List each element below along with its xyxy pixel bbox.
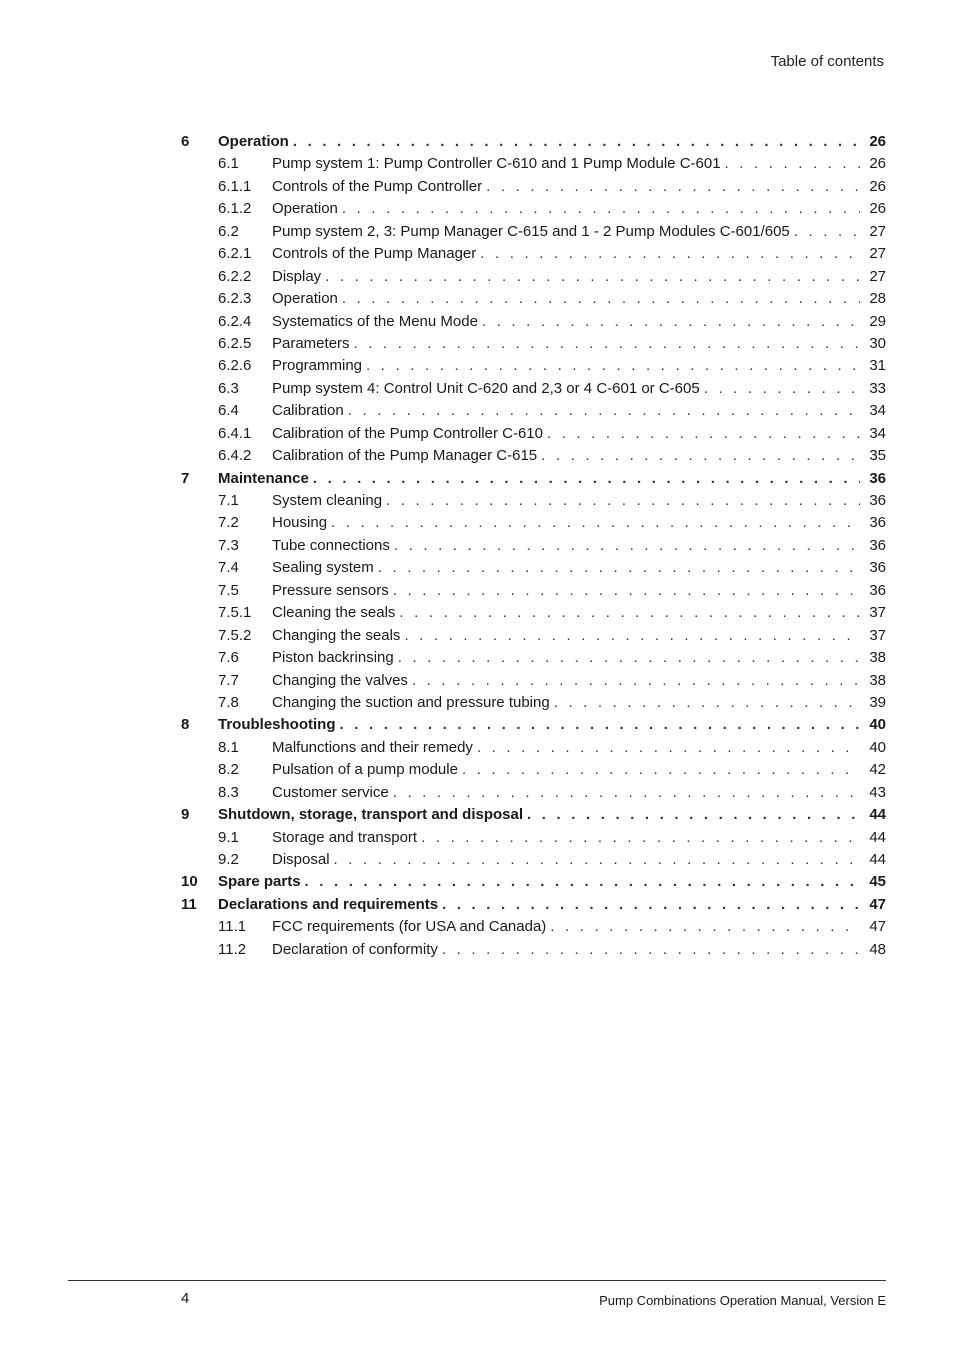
- toc-entry-title: Pulsation of a pump module: [272, 759, 462, 781]
- toc-dot-leader: [725, 153, 860, 175]
- toc-section-entry[interactable]: [181, 198, 886, 220]
- toc-section-entry[interactable]: [181, 580, 886, 602]
- toc-entry-title: Programming: [272, 355, 366, 377]
- toc-section-entry[interactable]: [181, 647, 886, 669]
- toc-dot-leader: [393, 580, 860, 602]
- toc-dot-leader: [486, 176, 860, 198]
- toc-entry-title: Calibration of the Pump Manager C-615: [272, 445, 541, 467]
- toc-entry-page: 29: [869, 312, 886, 330]
- toc-entry-title: Malfunctions and their remedy: [272, 737, 477, 759]
- toc-entry-number: 6.4.1: [218, 424, 252, 442]
- toc-entry-title: Controls of the Pump Controller: [272, 176, 486, 198]
- toc-entry-page: 34: [869, 424, 886, 442]
- toc-section-entry[interactable]: [181, 849, 886, 871]
- toc-entry-title: Disposal: [272, 849, 334, 871]
- toc-entry-number: 7: [181, 469, 190, 487]
- toc-entry-number: 6.1.1: [218, 177, 252, 195]
- toc-dot-leader: [399, 602, 860, 624]
- toc-section-entry[interactable]: [181, 176, 886, 198]
- toc-section-entry[interactable]: [181, 670, 886, 692]
- toc-chapter-entry[interactable]: [181, 131, 886, 153]
- toc-entry-number: 6.2.6: [218, 357, 252, 375]
- toc-entry-number: 6.2.4: [218, 312, 252, 330]
- toc-section-entry[interactable]: [181, 827, 886, 849]
- toc-dot-leader: [404, 625, 860, 647]
- running-header: Table of contents: [770, 53, 884, 70]
- toc-entry-title: Shutdown, storage, transport and disposal: [218, 804, 527, 826]
- toc-dot-leader: [480, 243, 860, 265]
- toc-chapter-entry[interactable]: [181, 871, 886, 893]
- toc-entry-number: 7.4: [218, 559, 239, 577]
- toc-entry-title: Changing the seals: [272, 625, 404, 647]
- toc-entry-number: 8.1: [218, 738, 239, 756]
- toc-entry-title: Sealing system: [272, 557, 378, 579]
- toc-entry-page: 48: [869, 940, 886, 958]
- toc-dot-leader: [393, 782, 860, 804]
- toc-entry-number: 8.3: [218, 783, 239, 801]
- toc-entry-page: 39: [869, 693, 886, 711]
- toc-section-entry[interactable]: [181, 153, 886, 175]
- toc-entry-number: 6.1.2: [218, 200, 252, 218]
- toc-entry-number: 6.2: [218, 222, 239, 240]
- toc-entry-number: 6.2.5: [218, 334, 252, 352]
- toc-entry-page: 44: [869, 806, 886, 824]
- toc-section-entry[interactable]: [181, 423, 886, 445]
- toc-dot-leader: [442, 939, 860, 961]
- toc-entry-number: 6.4: [218, 402, 239, 420]
- toc-chapter-entry[interactable]: [181, 804, 886, 826]
- toc-entry-page: 40: [869, 738, 886, 756]
- toc-dot-leader: [394, 535, 860, 557]
- toc-dot-leader: [305, 871, 860, 893]
- toc-entry-title: Changing the suction and pressure tubing: [272, 692, 554, 714]
- toc-entry-page: 26: [869, 133, 886, 150]
- toc-entry-number: 7.6: [218, 649, 239, 667]
- toc-section-entry[interactable]: [181, 557, 886, 579]
- toc-entry-title: Systematics of the Menu Mode: [272, 311, 482, 333]
- toc-entry-title: Spare parts: [218, 871, 305, 893]
- toc-section-entry[interactable]: [181, 311, 886, 333]
- toc-section-entry[interactable]: [181, 333, 886, 355]
- toc-chapter-entry[interactable]: [181, 714, 886, 736]
- toc-chapter-entry[interactable]: [181, 894, 886, 916]
- toc-entry-number: 8.2: [218, 761, 239, 779]
- toc-entry-page: 47: [869, 895, 886, 913]
- toc-entry-title: Cleaning the seals: [272, 602, 399, 624]
- toc-section-entry[interactable]: [181, 512, 886, 534]
- toc-entry-page: 26: [869, 200, 886, 218]
- toc-dot-leader: [541, 445, 860, 467]
- toc-entry-number: 6.2.2: [218, 267, 252, 285]
- toc-entry-title: Storage and transport: [272, 827, 421, 849]
- toc-entry-page: 43: [869, 783, 886, 801]
- toc-entry-number: 9: [181, 806, 190, 824]
- footer-manual-title: Pump Combinations Operation Manual, Version E: [599, 1293, 886, 1308]
- toc-entry-page: 37: [869, 604, 886, 622]
- toc-entry-title: Operation: [218, 131, 293, 153]
- toc-section-entry[interactable]: [181, 288, 886, 310]
- toc-dot-leader: [342, 288, 860, 310]
- toc-section-entry[interactable]: [181, 782, 886, 804]
- toc-section-entry[interactable]: [181, 266, 886, 288]
- toc-dot-leader: [313, 468, 860, 490]
- page-number: 4: [181, 1290, 190, 1307]
- toc-dot-leader: [340, 714, 861, 736]
- toc-entry-title: Housing: [272, 512, 331, 534]
- toc-section-entry[interactable]: [181, 355, 886, 377]
- toc-entry-number: 7.5: [218, 581, 239, 599]
- toc-entry-number: 7.5.1: [218, 604, 252, 622]
- toc-dot-leader: [442, 894, 860, 916]
- toc-entry-number: 9.2: [218, 851, 239, 868]
- toc-dot-leader: [704, 378, 860, 400]
- toc-entry-number: 6.1: [218, 155, 239, 173]
- toc-entry-page: 34: [869, 402, 886, 420]
- toc-entry-title: Calibration of the Pump Controller C-610: [272, 423, 547, 445]
- toc-entry-page: 45: [869, 873, 886, 891]
- toc-entry-page: 44: [869, 851, 886, 868]
- footer-divider: [68, 1280, 886, 1281]
- toc-entry-number: 7.7: [218, 671, 239, 689]
- toc-entry-title: Controls of the Pump Manager: [272, 243, 480, 265]
- toc-entry-number: 11: [181, 895, 197, 913]
- toc-dot-leader: [462, 759, 860, 781]
- toc-section-entry[interactable]: [181, 625, 886, 647]
- toc-section-entry[interactable]: [181, 445, 886, 467]
- toc-entry-number: 6.2.1: [218, 245, 252, 263]
- toc-entry-page: 36: [869, 514, 886, 532]
- toc-section-entry[interactable]: [181, 737, 886, 759]
- toc-dot-leader: [334, 849, 860, 871]
- toc-entry-title: Pump system 4: Control Unit C-620 and 2,3 or 4 C-601 or C-605: [272, 378, 704, 400]
- toc-entry-page: 30: [869, 334, 886, 352]
- toc-entry-page: 47: [869, 918, 886, 936]
- toc-entry-title: Calibration: [272, 400, 348, 422]
- toc-entry-page: 35: [869, 447, 886, 465]
- toc-dot-leader: [398, 647, 860, 669]
- toc-entry-page: 40: [869, 716, 886, 734]
- toc-entry-title: Customer service: [272, 782, 393, 804]
- toc-entry-number: 11.1: [218, 918, 247, 936]
- toc-entry-page: 37: [869, 626, 886, 644]
- toc-entry-title: Declaration of conformity: [272, 939, 442, 961]
- toc-dot-leader: [354, 333, 860, 355]
- toc-entry-number: 7.1: [218, 492, 239, 509]
- toc-entry-page: 44: [869, 828, 886, 846]
- toc-entry-page: 36: [869, 536, 886, 554]
- table-of-contents: [181, 131, 886, 961]
- toc-dot-leader: [547, 423, 860, 445]
- toc-entry-page: 33: [869, 379, 886, 397]
- toc-entry-page: 36: [869, 469, 886, 487]
- toc-entry-number: 11.2: [218, 940, 247, 958]
- toc-dot-leader: [331, 512, 860, 534]
- toc-section-entry[interactable]: [181, 692, 886, 714]
- toc-dot-leader: [412, 670, 860, 692]
- toc-dot-leader: [342, 198, 860, 220]
- toc-dot-leader: [325, 266, 860, 288]
- toc-entry-page: 26: [869, 177, 886, 195]
- toc-section-entry[interactable]: [181, 400, 886, 422]
- toc-entry-page: 38: [869, 649, 886, 667]
- toc-entry-title: Pump system 2, 3: Pump Manager C-615 and 1 - 2 Pump Modules C-601/605: [272, 221, 794, 243]
- toc-entry-page: 26: [869, 155, 886, 173]
- toc-entry-page: 27: [869, 245, 886, 263]
- toc-entry-number: 7.3: [218, 536, 239, 554]
- toc-entry-number: 9.1: [218, 828, 239, 846]
- toc-entry-title: Operation: [272, 288, 342, 310]
- toc-dot-leader: [378, 557, 860, 579]
- toc-section-entry[interactable]: [181, 378, 886, 400]
- toc-entry-number: 7.2: [218, 514, 239, 532]
- toc-dot-leader: [477, 737, 860, 759]
- toc-entry-page: 27: [869, 267, 886, 285]
- toc-dot-leader: [348, 400, 860, 422]
- toc-dot-leader: [366, 355, 860, 377]
- toc-entry-page: 36: [869, 559, 886, 577]
- toc-section-entry[interactable]: [181, 535, 886, 557]
- toc-entry-page: 31: [869, 357, 886, 375]
- toc-dot-leader: [386, 490, 860, 512]
- toc-entry-title: Pressure sensors: [272, 580, 393, 602]
- toc-dot-leader: [293, 131, 860, 153]
- toc-entry-number: 10: [181, 873, 198, 891]
- toc-section-entry[interactable]: [181, 939, 886, 961]
- toc-entry-title: Parameters: [272, 333, 354, 355]
- toc-section-entry[interactable]: [181, 221, 886, 243]
- toc-entry-title: Tube connections: [272, 535, 394, 557]
- toc-entry-number: 6.4.2: [218, 447, 252, 465]
- toc-entry-title: Maintenance: [218, 468, 313, 490]
- toc-entry-number: 7.8: [218, 693, 239, 711]
- toc-entry-number: 6.3: [218, 379, 239, 397]
- toc-entry-number: 6.2.3: [218, 290, 252, 308]
- toc-entry-title: FCC requirements (for USA and Canada): [272, 916, 550, 938]
- toc-dot-leader: [554, 692, 860, 714]
- toc-entry-page: 38: [869, 671, 886, 689]
- toc-section-entry[interactable]: [181, 490, 886, 512]
- toc-entry-number: 6: [181, 133, 190, 150]
- toc-entry-title: Pump system 1: Pump Controller C-610 and 1 Pump Module C-601: [272, 153, 725, 175]
- toc-dot-leader: [421, 827, 860, 849]
- toc-entry-title: Declarations and requirements: [218, 894, 442, 916]
- toc-entry-title: Changing the valves: [272, 670, 412, 692]
- toc-section-entry[interactable]: [181, 759, 886, 781]
- toc-entry-title: Piston backrinsing: [272, 647, 398, 669]
- toc-dot-leader: [527, 804, 860, 826]
- toc-entry-title: System cleaning: [272, 490, 386, 512]
- toc-entry-number: 7.5.2: [218, 626, 252, 644]
- toc-entry-page: 36: [869, 581, 886, 599]
- toc-section-entry[interactable]: [181, 602, 886, 624]
- toc-dot-leader: [794, 221, 860, 243]
- toc-chapter-entry[interactable]: [181, 468, 886, 490]
- toc-section-entry[interactable]: [181, 243, 886, 265]
- toc-entry-page: 42: [869, 761, 886, 779]
- toc-entry-title: Troubleshooting: [218, 714, 340, 736]
- toc-entry-page: 27: [869, 222, 886, 240]
- toc-dot-leader: [482, 311, 860, 333]
- toc-entry-page: 36: [869, 492, 886, 509]
- toc-entry-title: Operation: [272, 198, 342, 220]
- toc-entry-page: 28: [869, 290, 886, 308]
- toc-entry-title: Display: [272, 266, 325, 288]
- toc-entry-number: 8: [181, 716, 190, 734]
- toc-dot-leader: [550, 916, 860, 938]
- toc-section-entry[interactable]: [181, 916, 886, 938]
